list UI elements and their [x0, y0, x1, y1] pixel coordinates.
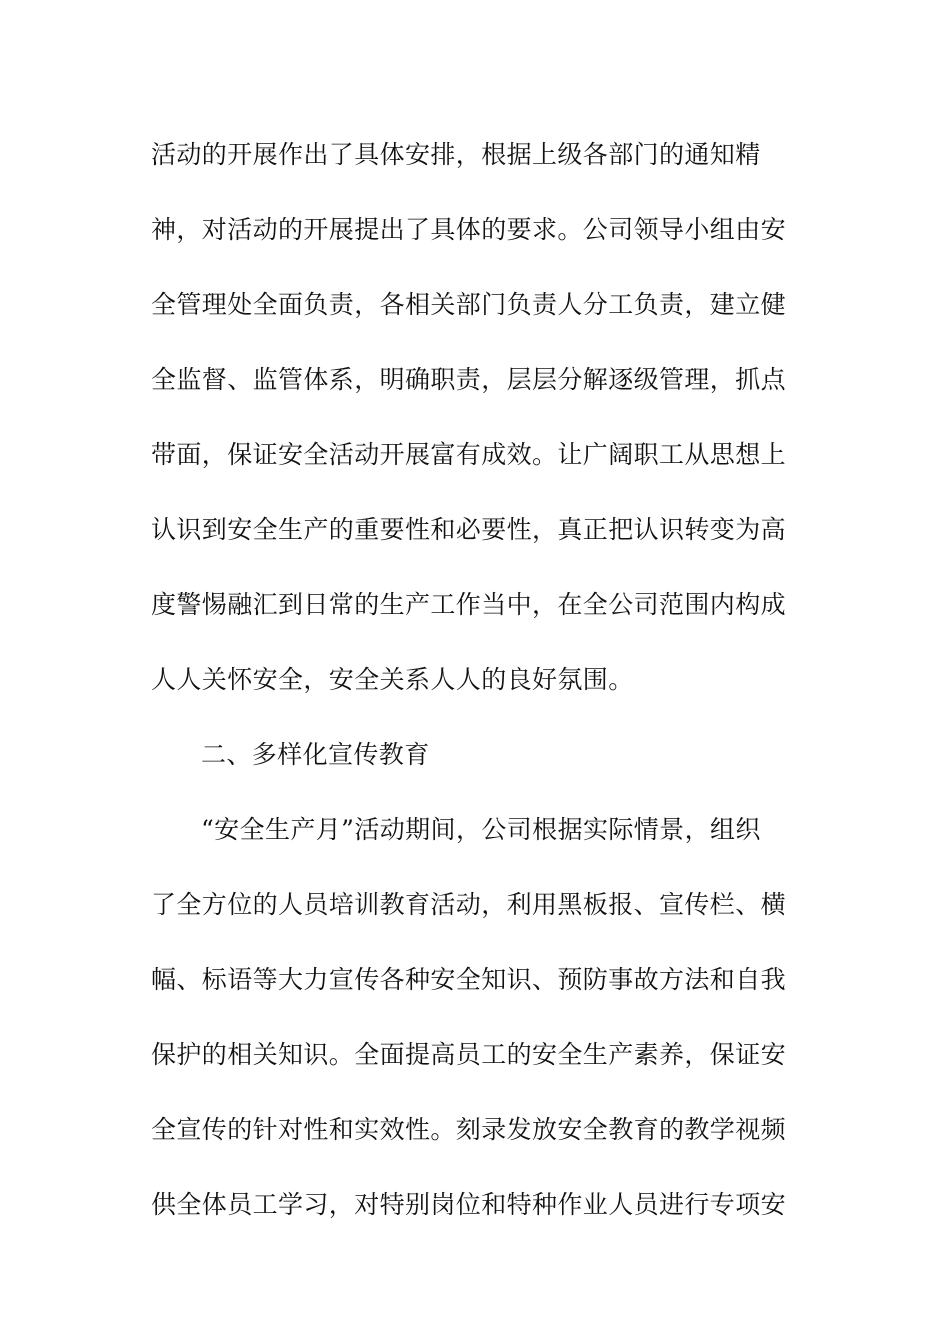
- text-line: 全监督、监管体系，明确职责，层层分解逐级管理，抓点: [151, 365, 787, 394]
- text-line: 活动的开展作出了具体安排，根据上级各部门的通知精: [151, 140, 761, 169]
- text-line: 全管理处全面负责，各相关部门负责人分工负责，建立健: [151, 290, 787, 319]
- text-line: 度警惕融汇到日常的生产工作当中，在全公司范围内构成: [151, 590, 787, 619]
- text-line: 神，对活动的开展提出了具体的要求。公司领导小组由安: [151, 215, 787, 244]
- text-line: 带面，保证安全活动开展富有成效。让广阔职工从思想上: [151, 440, 787, 469]
- text-line: 了全方位的人员培训教育活动，利用黑板报、宣传栏、横: [151, 890, 787, 919]
- text-line: 全宣传的针对性和实效性。刻录发放安全教育的教学视频: [151, 1115, 787, 1144]
- text-line: “安全生产月”活动期间，公司根据实际情景，组织: [201, 815, 761, 844]
- section-heading: 二、多样化宣传教育: [201, 740, 430, 769]
- text-line: 人人关怀安全，安全关系人人的良好氛围。: [151, 665, 634, 694]
- text-line: 幅、标语等大力宣传各种安全知识、预防事故方法和自我: [151, 965, 787, 994]
- document-body: [151, 128, 791, 1253]
- text-line: 供全体员工学习，对特别岗位和特种作业人员进行专项安: [151, 1190, 787, 1219]
- text-line: 保护的相关知识。全面提高员工的安全生产素养，保证安: [151, 1040, 787, 1069]
- text-line: 认识到安全生产的重要性和必要性，真正把认识转变为高: [151, 515, 787, 544]
